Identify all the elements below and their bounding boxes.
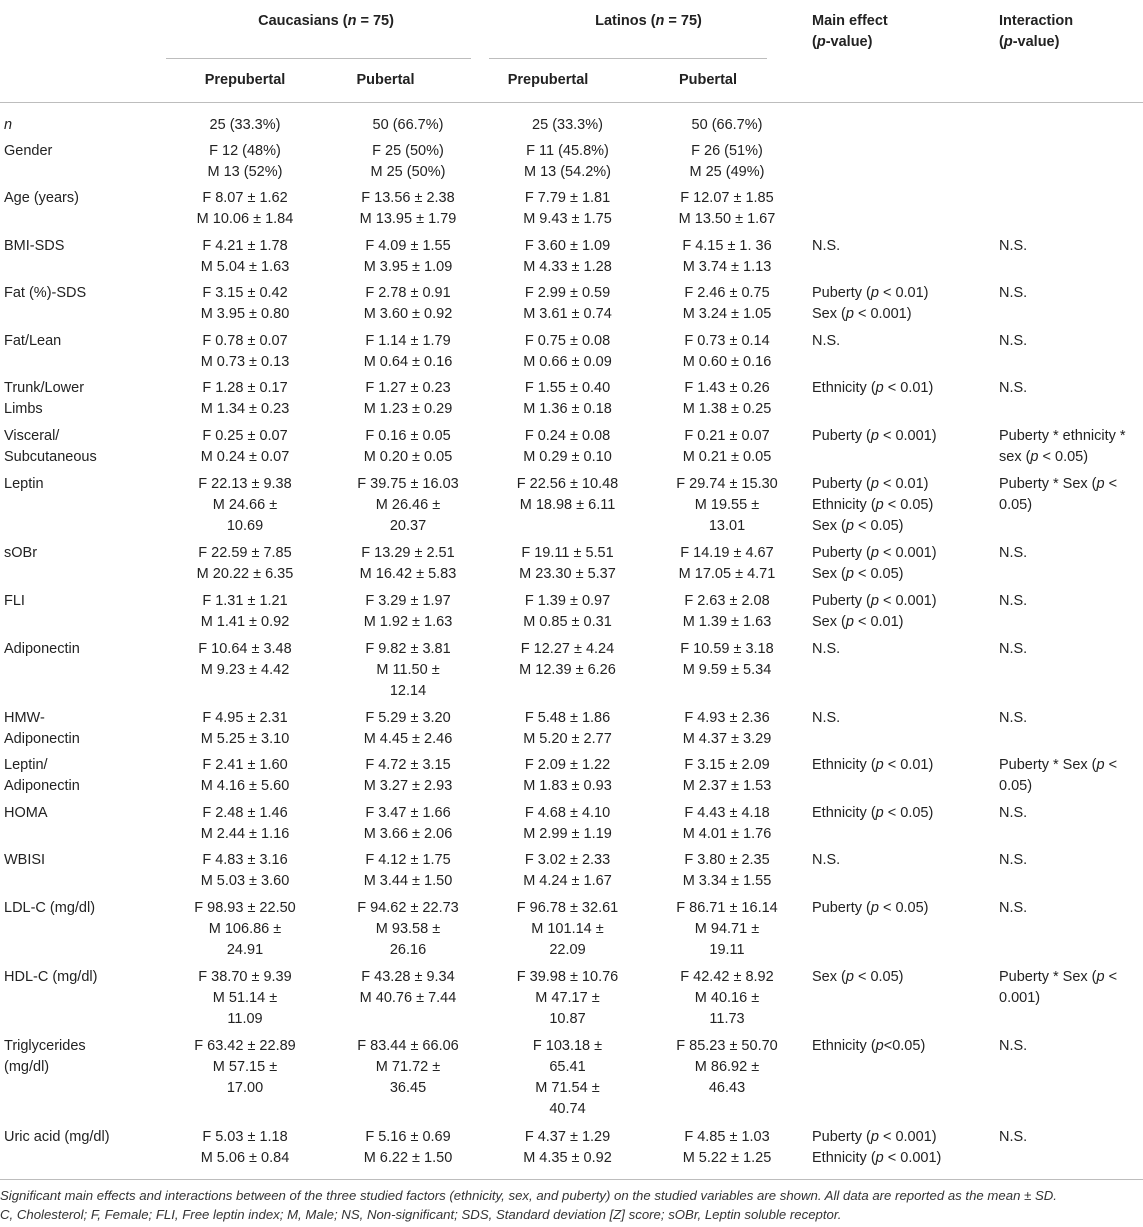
latinos-prepubertal-cell: F 4.37 ± 1.29 M 4.35 ± 0.92 [523, 1129, 612, 1166]
main-effect-cell: Puberty (p < 0.001) Sex (p < 0.05) [812, 545, 937, 582]
caucasians-pubertal-cell: F 13.29 ± 2.51 M 16.42 ± 5.83 [359, 545, 457, 582]
latinos-pubertal-cell: F 2.63 ± 2.08 M 1.39 ± 1.63 [682, 593, 772, 630]
main-effect-cell: N.S. [812, 710, 841, 726]
caucasians-prepubertal-cell: F 4.21 ± 1.78 M 5.04 ± 1.63 [200, 238, 290, 275]
latinos-pubertal-cell: F 4.85 ± 1.03 M 5.22 ± 1.25 [682, 1129, 772, 1166]
row-label: Uric acid (mg/dl) [4, 1129, 110, 1145]
main-effect-cell: Puberty (p < 0.001) [812, 428, 937, 444]
latinos-prepubertal-cell: F 1.55 ± 0.40 M 1.36 ± 0.18 [523, 380, 612, 417]
caucasians-prepubertal-cell: F 22.59 ± 7.85 M 20.22 ± 6.35 [196, 545, 294, 582]
latinos-pubertal-cell: F 4.93 ± 2.36 M 4.37 ± 3.29 [682, 710, 772, 747]
latinos-prepubertal-cell: F 12.27 ± 4.24 M 12.39 ± 6.26 [519, 641, 616, 678]
caucasians-prepubertal-cell: F 1.28 ± 0.17 M 1.34 ± 0.23 [200, 380, 290, 417]
caucasians-prepubertal-cell: F 2.48 ± 1.46 M 2.44 ± 1.16 [200, 805, 290, 842]
main-effect-cell: Puberty (p < 0.01) Ethnicity (p < 0.05) Sex (p < 0.05) [812, 476, 934, 534]
header-caucasians: Caucasians (n = 75) [258, 13, 394, 29]
main-effect-cell: Puberty (p < 0.001) Sex (p < 0.01) [812, 593, 937, 630]
row-label: HOMA [4, 805, 48, 821]
interaction-cell: Puberty * ethnicity * sex (p < 0.05) [999, 428, 1126, 465]
subheader-caucasians-prepubertal: Prepubertal [204, 72, 286, 88]
caucasians-pubertal-cell: F 3.29 ± 1.97 M 1.92 ± 1.63 [363, 593, 453, 630]
subheader-latinos-prepubertal: Prepubertal [507, 72, 589, 88]
row-label: HMW- Adiponectin [4, 710, 80, 747]
interaction-cell: N.S. [999, 1038, 1028, 1054]
latinos-pubertal-cell: F 12.07 ± 1.85 M 13.50 ± 1.67 [678, 190, 776, 227]
row-label: FLI [4, 593, 25, 609]
main-effect-cell: Sex (p < 0.05) [812, 969, 904, 985]
interaction-cell: Puberty * Sex (p < 0.05) [999, 757, 1118, 794]
latinos-pubertal-cell: F 26 (51%) M 25 (49%) [689, 143, 765, 180]
latinos-prepubertal-cell: F 96.78 ± 32.61 M 101.14 ± 22.09 [516, 900, 619, 958]
row-label: Visceral/ Subcutaneous [4, 428, 97, 465]
row-label: Trunk/Lower Limbs [4, 380, 85, 417]
caucasians-pubertal-cell: F 4.72 ± 3.15 M 3.27 ± 2.93 [363, 757, 453, 794]
interaction-cell: N.S. [999, 545, 1028, 561]
caucasians-prepubertal-cell: F 4.95 ± 2.31 M 5.25 ± 3.10 [200, 710, 290, 747]
caucasians-prepubertal-cell: F 10.64 ± 3.48 M 9.23 ± 4.42 [198, 641, 292, 678]
row-label: Fat/Lean [4, 333, 62, 349]
caucasians-prepubertal-cell: F 3.15 ± 0.42 M 3.95 ± 0.80 [200, 285, 290, 322]
caucasians-prepubertal-cell: F 1.31 ± 1.21 M 1.41 ± 0.92 [200, 593, 290, 630]
caucasians-pubertal-cell: F 5.29 ± 3.20 M 4.45 ± 2.46 [363, 710, 453, 747]
header-main-effect: Main effect (p-value) [812, 13, 888, 50]
subheader-caucasians-pubertal: Pubertal [356, 72, 415, 88]
main-effect-cell: Puberty (p < 0.01) Sex (p < 0.001) [812, 285, 929, 322]
row-label: HDL-C (mg/dl) [4, 969, 98, 985]
latinos-pubertal-cell: F 29.74 ± 15.30 M 19.55 ± 13.01 [676, 476, 778, 534]
latinos-prepubertal-cell: F 3.60 ± 1.09 M 4.33 ± 1.28 [523, 238, 612, 275]
row-label: Adiponectin [4, 641, 80, 657]
caucasians-pubertal-cell: F 9.82 ± 3.81 M 11.50 ± 12.14 [365, 641, 451, 699]
caucasians-prepubertal-cell: F 98.93 ± 22.50 M 106.86 ± 24.91 [194, 900, 296, 958]
latinos-prepubertal-cell: F 11 (45.8%) M 13 (54.2%) [523, 143, 612, 180]
latinos-pubertal-cell: F 42.42 ± 8.92 M 40.16 ± 11.73 [680, 969, 774, 1027]
interaction-cell: N.S. [999, 805, 1028, 821]
group2-underline [489, 58, 767, 59]
latinos-pubertal-cell: F 3.80 ± 2.35 M 3.34 ± 1.55 [682, 852, 772, 889]
row-label: Gender [4, 143, 53, 159]
latinos-pubertal-cell: 50 (66.7%) [691, 117, 763, 133]
main-effect-cell: Ethnicity (p < 0.05) [812, 805, 934, 821]
main-effect-cell: N.S. [812, 333, 841, 349]
caucasians-pubertal-cell: F 4.12 ± 1.75 M 3.44 ± 1.50 [363, 852, 453, 889]
caucasians-prepubertal-cell: F 4.83 ± 3.16 M 5.03 ± 3.60 [200, 852, 290, 889]
caucasians-pubertal-cell: F 83.44 ± 66.06 M 71.72 ± 36.45 [357, 1038, 459, 1096]
latinos-prepubertal-cell: F 0.75 ± 0.08 M 0.66 ± 0.09 [523, 333, 612, 370]
main-effect-cell: Ethnicity (p<0.05) [812, 1038, 926, 1054]
caucasians-pubertal-cell: F 4.09 ± 1.55 M 3.95 ± 1.09 [363, 238, 453, 275]
caucasians-pubertal-cell: F 5.16 ± 0.69 M 6.22 ± 1.50 [363, 1129, 453, 1166]
row-label: n [4, 117, 13, 133]
caucasians-prepubertal-cell: F 38.70 ± 9.39 M 51.14 ± 11.09 [198, 969, 292, 1027]
latinos-pubertal-cell: F 0.21 ± 0.07 M 0.21 ± 0.05 [682, 428, 772, 465]
caucasians-pubertal-cell: F 25 (50%) M 25 (50%) [370, 143, 446, 180]
interaction-cell: Puberty * Sex (p < 0.001) [999, 969, 1118, 1006]
caucasians-pubertal-cell: F 94.62 ± 22.73 M 93.58 ± 26.16 [357, 900, 459, 958]
latinos-pubertal-cell: F 4.15 ± 1. 36 M 3.74 ± 1.13 [682, 238, 772, 275]
header-latinos: Latinos (n = 75) [595, 13, 702, 29]
caucasians-prepubertal-cell: F 2.41 ± 1.60 M 4.16 ± 5.60 [200, 757, 290, 794]
footnote-line-2: C, Cholesterol; F, Female; FLI, Free leptin index; M, Male; NS, Non-significant; SDS, Standard deviation [Z] score; sOBr, Leptin soluble receptor. [0, 1207, 842, 1222]
latinos-pubertal-cell: F 2.46 ± 0.75 M 3.24 ± 1.05 [682, 285, 772, 322]
caucasians-prepubertal-cell: F 8.07 ± 1.62 M 10.06 ± 1.84 [196, 190, 294, 227]
caucasians-pubertal-cell: F 13.56 ± 2.38 M 13.95 ± 1.79 [359, 190, 457, 227]
table-footnote [0, 1186, 1140, 1224]
latinos-prepubertal-cell: F 5.48 ± 1.86 M 5.20 ± 2.77 [523, 710, 612, 747]
latinos-pubertal-cell: F 86.71 ± 16.14 M 94.71 ± 19.11 [676, 900, 778, 958]
caucasians-prepubertal-cell: F 22.13 ± 9.38 M 24.66 ± 10.69 [198, 476, 292, 534]
caucasians-pubertal-cell: F 1.27 ± 0.23 M 1.23 ± 0.29 [363, 380, 453, 417]
table-bottom-rule [0, 1179, 1143, 1180]
interaction-cell: N.S. [999, 238, 1028, 254]
latinos-prepubertal-cell: F 3.02 ± 2.33 M 4.24 ± 1.67 [523, 852, 612, 889]
latinos-prepubertal-cell: 25 (33.3%) [532, 117, 603, 133]
latinos-prepubertal-cell: F 19.11 ± 5.51 M 23.30 ± 5.37 [519, 545, 616, 582]
latinos-prepubertal-cell: F 22.56 ± 10.48 M 18.98 ± 6.11 [516, 476, 619, 513]
interaction-cell: N.S. [999, 1129, 1028, 1145]
row-label: LDL-C (mg/dl) [4, 900, 96, 916]
row-label: WBISI [4, 852, 46, 868]
latinos-prepubertal-cell: F 2.09 ± 1.22 M 1.83 ± 0.93 [523, 757, 612, 794]
caucasians-pubertal-cell: F 39.75 ± 16.03 M 26.46 ± 20.37 [357, 476, 459, 534]
header-divider [0, 102, 1143, 103]
subheader-latinos-pubertal: Pubertal [678, 72, 737, 88]
caucasians-prepubertal-cell: F 12 (48%) M 13 (52%) [207, 143, 283, 180]
latinos-prepubertal-cell: F 2.99 ± 0.59 M 3.61 ± 0.74 [523, 285, 612, 322]
main-effect-cell: N.S. [812, 852, 841, 868]
latinos-prepubertal-cell: F 1.39 ± 0.97 M 0.85 ± 0.31 [523, 593, 612, 630]
row-label: Age (years) [4, 190, 79, 206]
interaction-cell: N.S. [999, 641, 1028, 657]
row-label: sOBr [4, 545, 38, 561]
caucasians-pubertal-cell: 50 (66.7%) [372, 117, 444, 133]
main-effect-cell: Puberty (p < 0.05) [812, 900, 929, 916]
interaction-cell: N.S. [999, 285, 1028, 301]
latinos-pubertal-cell: F 1.43 ± 0.26 M 1.38 ± 0.25 [682, 380, 772, 417]
caucasians-pubertal-cell: F 0.16 ± 0.05 M 0.20 ± 0.05 [363, 428, 453, 465]
interaction-cell: N.S. [999, 710, 1028, 726]
interaction-cell: N.S. [999, 593, 1028, 609]
caucasians-prepubertal-cell: F 0.78 ± 0.07 M 0.73 ± 0.13 [200, 333, 290, 370]
footnote-line-1: Significant main effects and interactions between of the three studied factors (ethnicity, sex, and puberty) on the studied variables are shown. All data are reported as the mean ± SD. [0, 1188, 1057, 1203]
main-effect-cell: Ethnicity (p < 0.01) [812, 380, 934, 396]
interaction-cell: N.S. [999, 900, 1028, 916]
latinos-pubertal-cell: F 85.23 ± 50.70 M 86.92 ± 46.43 [676, 1038, 778, 1096]
caucasians-pubertal-cell: F 2.78 ± 0.91 M 3.60 ± 0.92 [363, 285, 453, 322]
main-effect-cell: N.S. [812, 641, 841, 657]
latinos-pubertal-cell: F 0.73 ± 0.14 M 0.60 ± 0.16 [682, 333, 772, 370]
caucasians-pubertal-cell: F 3.47 ± 1.66 M 3.66 ± 2.06 [363, 805, 453, 842]
latinos-prepubertal-cell: F 7.79 ± 1.81 M 9.43 ± 1.75 [523, 190, 612, 227]
row-label: Triglycerides (mg/dl) [4, 1038, 86, 1075]
latinos-prepubertal-cell: F 0.24 ± 0.08 M 0.29 ± 0.10 [523, 428, 612, 465]
main-effect-cell: Ethnicity (p < 0.01) [812, 757, 934, 773]
latinos-prepubertal-cell: F 4.68 ± 4.10 M 2.99 ± 1.19 [523, 805, 612, 842]
row-label: Leptin [4, 476, 44, 492]
latinos-prepubertal-cell: F 103.18 ± 65.41 M 71.54 ± 40.74 [532, 1038, 603, 1117]
caucasians-prepubertal-cell: F 0.25 ± 0.07 M 0.24 ± 0.07 [200, 428, 290, 465]
interaction-cell: N.S. [999, 380, 1028, 396]
caucasians-prepubertal-cell: 25 (33.3%) [209, 117, 281, 133]
caucasians-pubertal-cell: F 1.14 ± 1.79 M 0.64 ± 0.16 [363, 333, 453, 370]
main-effect-cell: N.S. [812, 238, 841, 254]
interaction-cell: Puberty * Sex (p < 0.05) [999, 476, 1118, 513]
interaction-cell: N.S. [999, 333, 1028, 349]
row-label: Leptin/ Adiponectin [4, 757, 80, 794]
latinos-prepubertal-cell: F 39.98 ± 10.76 M 47.17 ± 10.87 [516, 969, 619, 1027]
latinos-pubertal-cell: F 3.15 ± 2.09 M 2.37 ± 1.53 [682, 757, 772, 794]
caucasians-pubertal-cell: F 43.28 ± 9.34 M 40.76 ± 7.44 [359, 969, 457, 1006]
interaction-cell: N.S. [999, 852, 1028, 868]
row-label: BMI-SDS [4, 238, 65, 254]
row-label: Fat (%)-SDS [4, 285, 87, 301]
header-interaction: Interaction (p-value) [999, 13, 1074, 50]
latinos-pubertal-cell: F 10.59 ± 3.18 M 9.59 ± 5.34 [680, 641, 774, 678]
group1-underline [166, 58, 471, 59]
caucasians-prepubertal-cell: F 63.42 ± 22.89 M 57.15 ± 17.00 [194, 1038, 296, 1096]
main-effect-cell: Puberty (p < 0.001) Ethnicity (p < 0.001) [812, 1129, 942, 1166]
latinos-pubertal-cell: F 14.19 ± 4.67 M 17.05 ± 4.71 [678, 545, 776, 582]
caucasians-prepubertal-cell: F 5.03 ± 1.18 M 5.06 ± 0.84 [200, 1129, 290, 1166]
latinos-pubertal-cell: F 4.43 ± 4.18 M 4.01 ± 1.76 [682, 805, 772, 842]
